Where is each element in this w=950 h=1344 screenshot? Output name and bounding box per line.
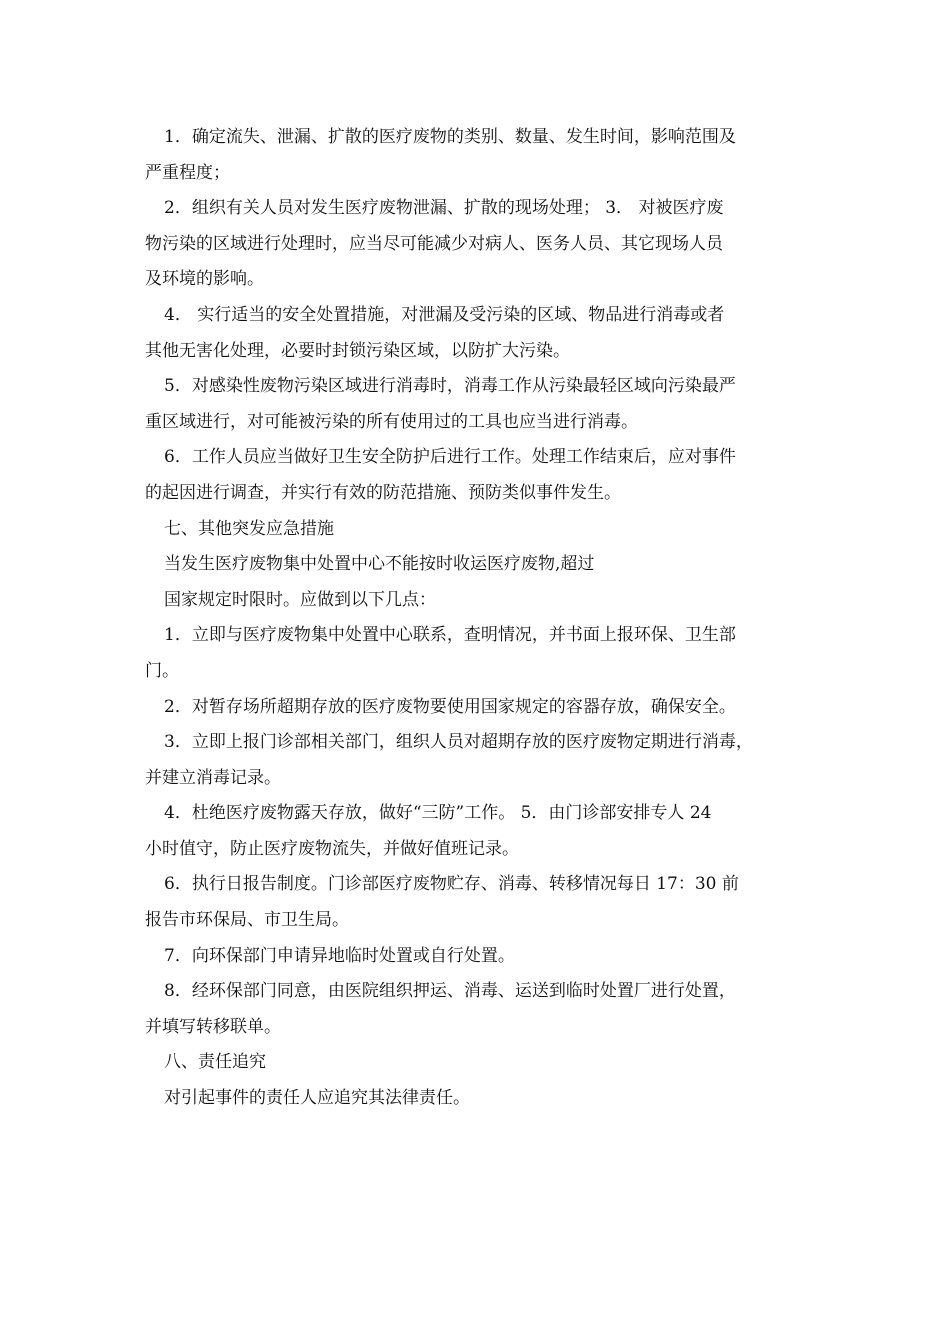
text-line: 其他无害化处理，必要时封锁污染区域，以防扩大污染。 bbox=[145, 340, 570, 361]
text-line: 3．立即上报门诊部相关部门，组织人员对超期存放的医疗废物定期进行消毒， bbox=[164, 732, 753, 753]
text-line: 4． 实行适当的安全处置措施，对泄漏及受污染的区域、物品进行消毒或者 bbox=[164, 304, 725, 325]
text-line: 并建立消毒记录。 bbox=[145, 767, 281, 788]
text-line: 当发生医疗废物集中处置中心不能按时收运医疗废物,超过 bbox=[164, 554, 595, 575]
text-line: 国家规定时限时。应做到以下几点： bbox=[164, 589, 436, 610]
text-line: 7．向环保部门申请异地临时处置或自行处置。 bbox=[164, 945, 515, 966]
text-line: 6．执行日报告制度。门诊部医疗废物贮存、消毒、转移情况每日 17：30 前 bbox=[164, 874, 739, 895]
text-line: 小时值守，防止医疗废物流失，并做好值班记录。 bbox=[145, 838, 519, 859]
text-line: 对引起事件的责任人应追究其法律责任。 bbox=[164, 1088, 470, 1109]
text-line: 4．杜绝医疗废物露天存放，做好“三防”工作。 5．由门诊部安排专人 24 bbox=[164, 803, 712, 824]
text-line: 报告市环保局、市卫生局。 bbox=[145, 910, 349, 931]
text-line: 八、责任追究 bbox=[164, 1052, 266, 1073]
text-line: 的起因进行调查，并实行有效的防范措施、预防类似事件发生。 bbox=[145, 482, 621, 503]
text-line: 七、其他突发应急措施 bbox=[164, 518, 334, 539]
text-line: 2．对暂存场所超期存放的医疗废物要使用国家规定的容器存放，确保安全。 bbox=[164, 696, 736, 717]
text-line: 并填写转移联单。 bbox=[145, 1016, 281, 1037]
text-line: 5．对感染性废物污染区域进行消毒时，消毒工作从污染最轻区域向污染最严 bbox=[164, 376, 736, 397]
text-line: 及环境的影响。 bbox=[145, 269, 264, 290]
text-line: 严重程度； bbox=[145, 162, 230, 183]
text-line: 1．确定流失、泄漏、扩散的医疗废物的类别、数量、发生时间，影响范围及 bbox=[164, 127, 736, 147]
text-line: 门。 bbox=[145, 660, 179, 681]
text-line: 8．经环保部门同意，由医院组织押运、消毒、运送到临时处置厂进行处置， bbox=[164, 981, 736, 1002]
text-line: 6．工作人员应当做好卫生安全防护后进行工作。处理工作结束后，应对事件 bbox=[164, 447, 736, 468]
text-line: 1．立即与医疗废物集中处置中心联系，查明情况，并书面上报环保、卫生部 bbox=[164, 625, 736, 646]
document-body bbox=[145, 120, 825, 1117]
text-line: 2．组织有关人员对发生医疗废物泄漏、扩散的现场处理； 3． 对被医疗废 bbox=[164, 198, 724, 219]
text-line: 物污染的区域进行处理时，应当尽可能减少对病人、医务人员、其它现场人员 bbox=[145, 233, 723, 254]
text-line: 重区域进行，对可能被污染的所有使用过的工具也应当进行消毒。 bbox=[145, 411, 638, 432]
